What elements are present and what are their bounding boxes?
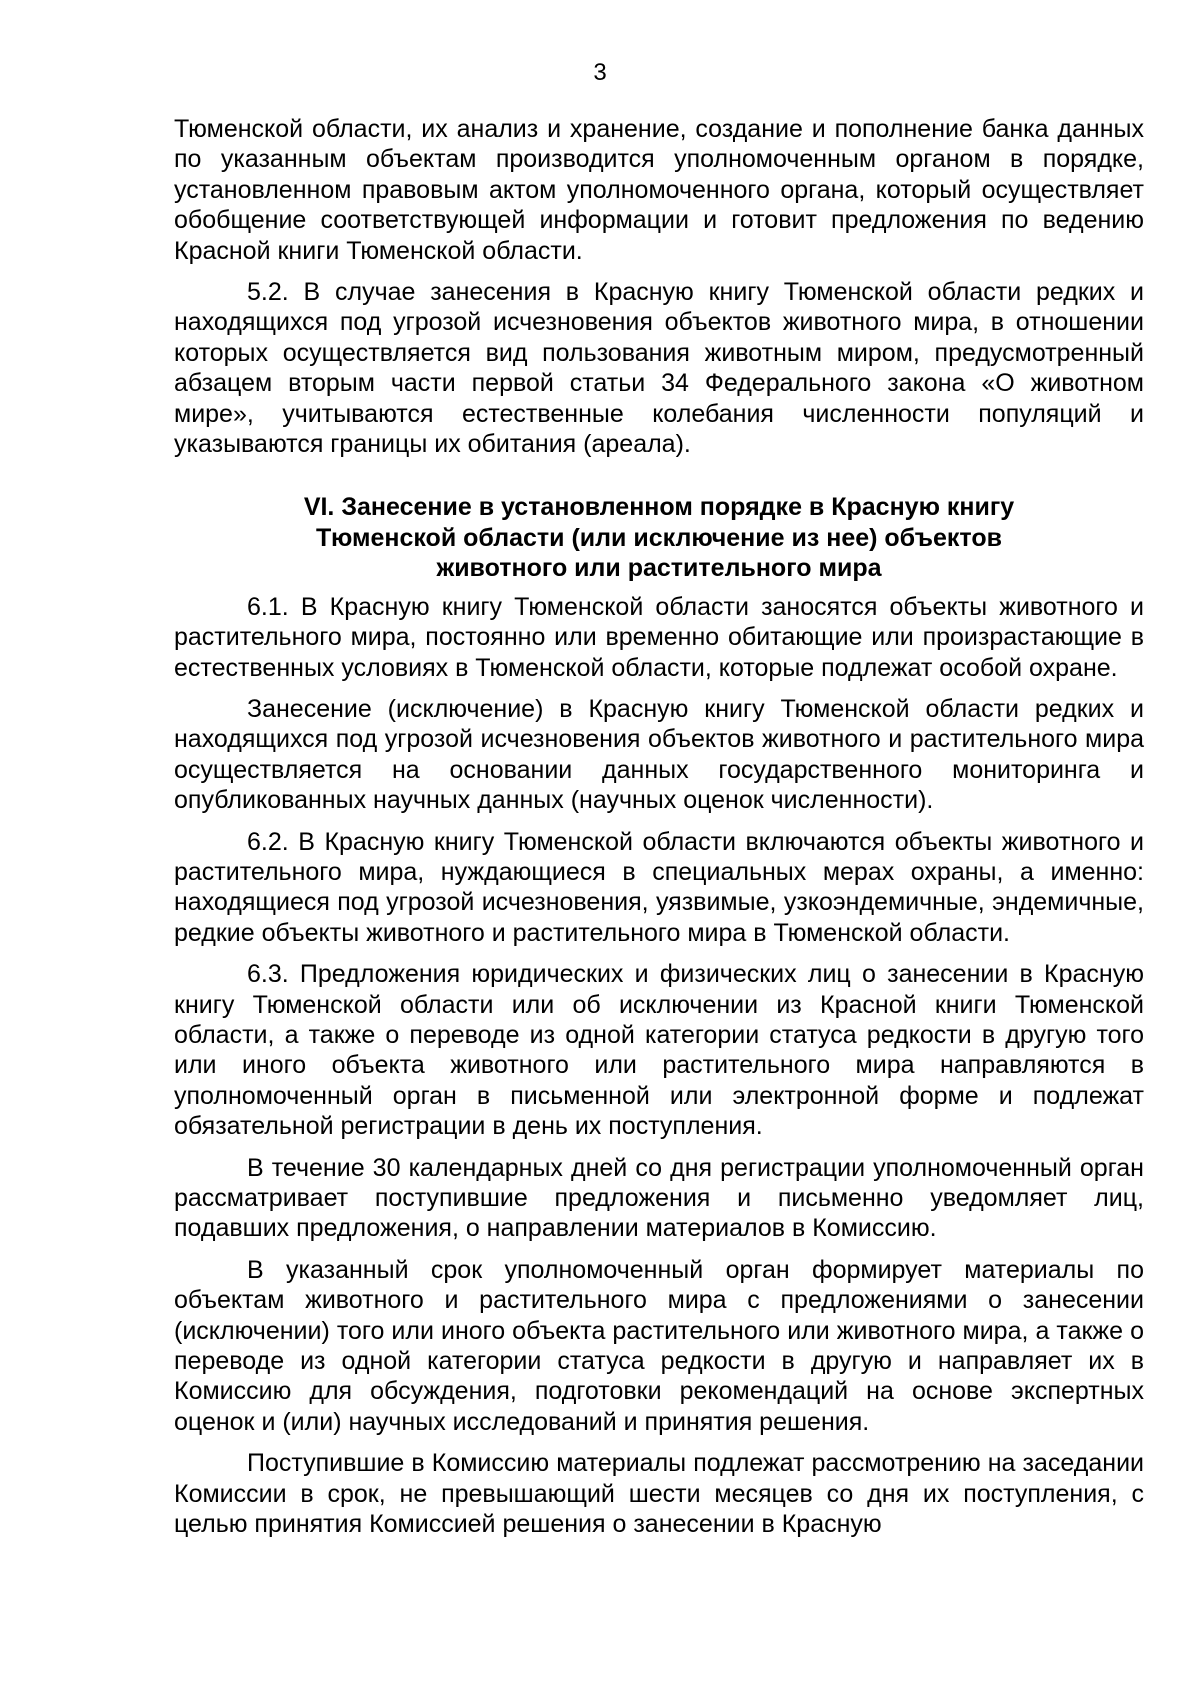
paragraph-6-2: 6.2. В Красную книгу Тюменской области включаются объекты животного и растительного мира, нуждающиеся в специальных мерах охраны, а именно: находящиеся под угрозой исчезновения, уязвимые, узкоэндемичные, эндемичные, редкие объекты животного и растительного мира в Тюменской области. [174,827,1144,947]
paragraph-materials: В указанный срок уполномоченный орган формирует материалы по объектам животного и растительного мира с предложениями о занесении (исключении) того или иного объекта растительного или животного мира, а также о переводе из одной категории статуса редкости в другую и направляет их в Комиссию для обсуждения, подготовки рекомендаций на основе экспертных оценок и (или) научных исследований и принятия решения. [174,1255,1144,1436]
paragraph-commission-review: Поступившие в Комиссию материалы подлежат рассмотрению на заседании Комиссии в срок, не превышающий шести месяцев со дня их поступления, с целью принятия Комиссией решения о занесении в Красную [174,1449,1144,1539]
page-number: 3 [593,59,607,86]
section-heading-line: животного или растительного мира [436,554,882,583]
paragraph-continuation: Тюменской области, их анализ и хранение, создание и пополнение банка данных по указанным объектам производится уполномоченным органом в порядке, установленном правовым актом уполномоченного органа, который осуществляет обобщение соответствующей информации и готовит предложения по ведению Красной книги Тюменской области. [174,115,1144,265]
document-body [174,114,1144,1539]
paragraph-6-1: 6.1. В Красную книгу Тюменской области заносятся объекты животного и растительного мира, постоянно или временно обитающие или произрастающие в естественных условиях в Тюменской области, которые подлежат особой охране. [174,592,1144,682]
paragraph-inclusion-basis: Занесение (исключение) в Красную книгу Тюменской области редких и находящихся под угрозой исчезновения объектов животного и растительного мира осуществляется на основании данных государственного мониторинга и опубликованных научных данных (научных оценок численности). [174,694,1144,815]
paragraph-5-2: 5.2. В случае занесения в Красную книгу Тюменской области редких и находящихся под угрозой исчезновения объектов животного мира, в отношении которых осуществляется вид пользования животным миром, предусмотренный абзацем вторым части первой статьи 34 Федерального закона «О животном мире», учитываются естественные колебания численности популяций и указываются границы их обитания (ареала). [174,278,1144,459]
section-heading-line: VI. Занесение в установленном порядке в Красную книгу [303,493,1015,522]
paragraph-6-3: 6.3. Предложения юридических и физических лиц о занесении в Красную книгу Тюменской области или об исключении из Красной книги Тюменской области, а также о переводе из одной категории статуса редкости в другую того или иного объекта животного или растительного мира направляются в уполномоченный орган в письменной или электронной форме и подлежат обязательной регистрации в день их поступления. [174,960,1144,1141]
section-heading [174,492,1144,583]
paragraph-30-days: В течение 30 календарных дней со дня регистрации уполномоченный орган рассматривает поступившие предложения и письменно уведомляет лиц, подавших предложения, о направлении материалов в Комиссию. [174,1153,1144,1243]
section-heading-line: Тюменской области (или исключение из нее) объектов [316,523,1002,552]
